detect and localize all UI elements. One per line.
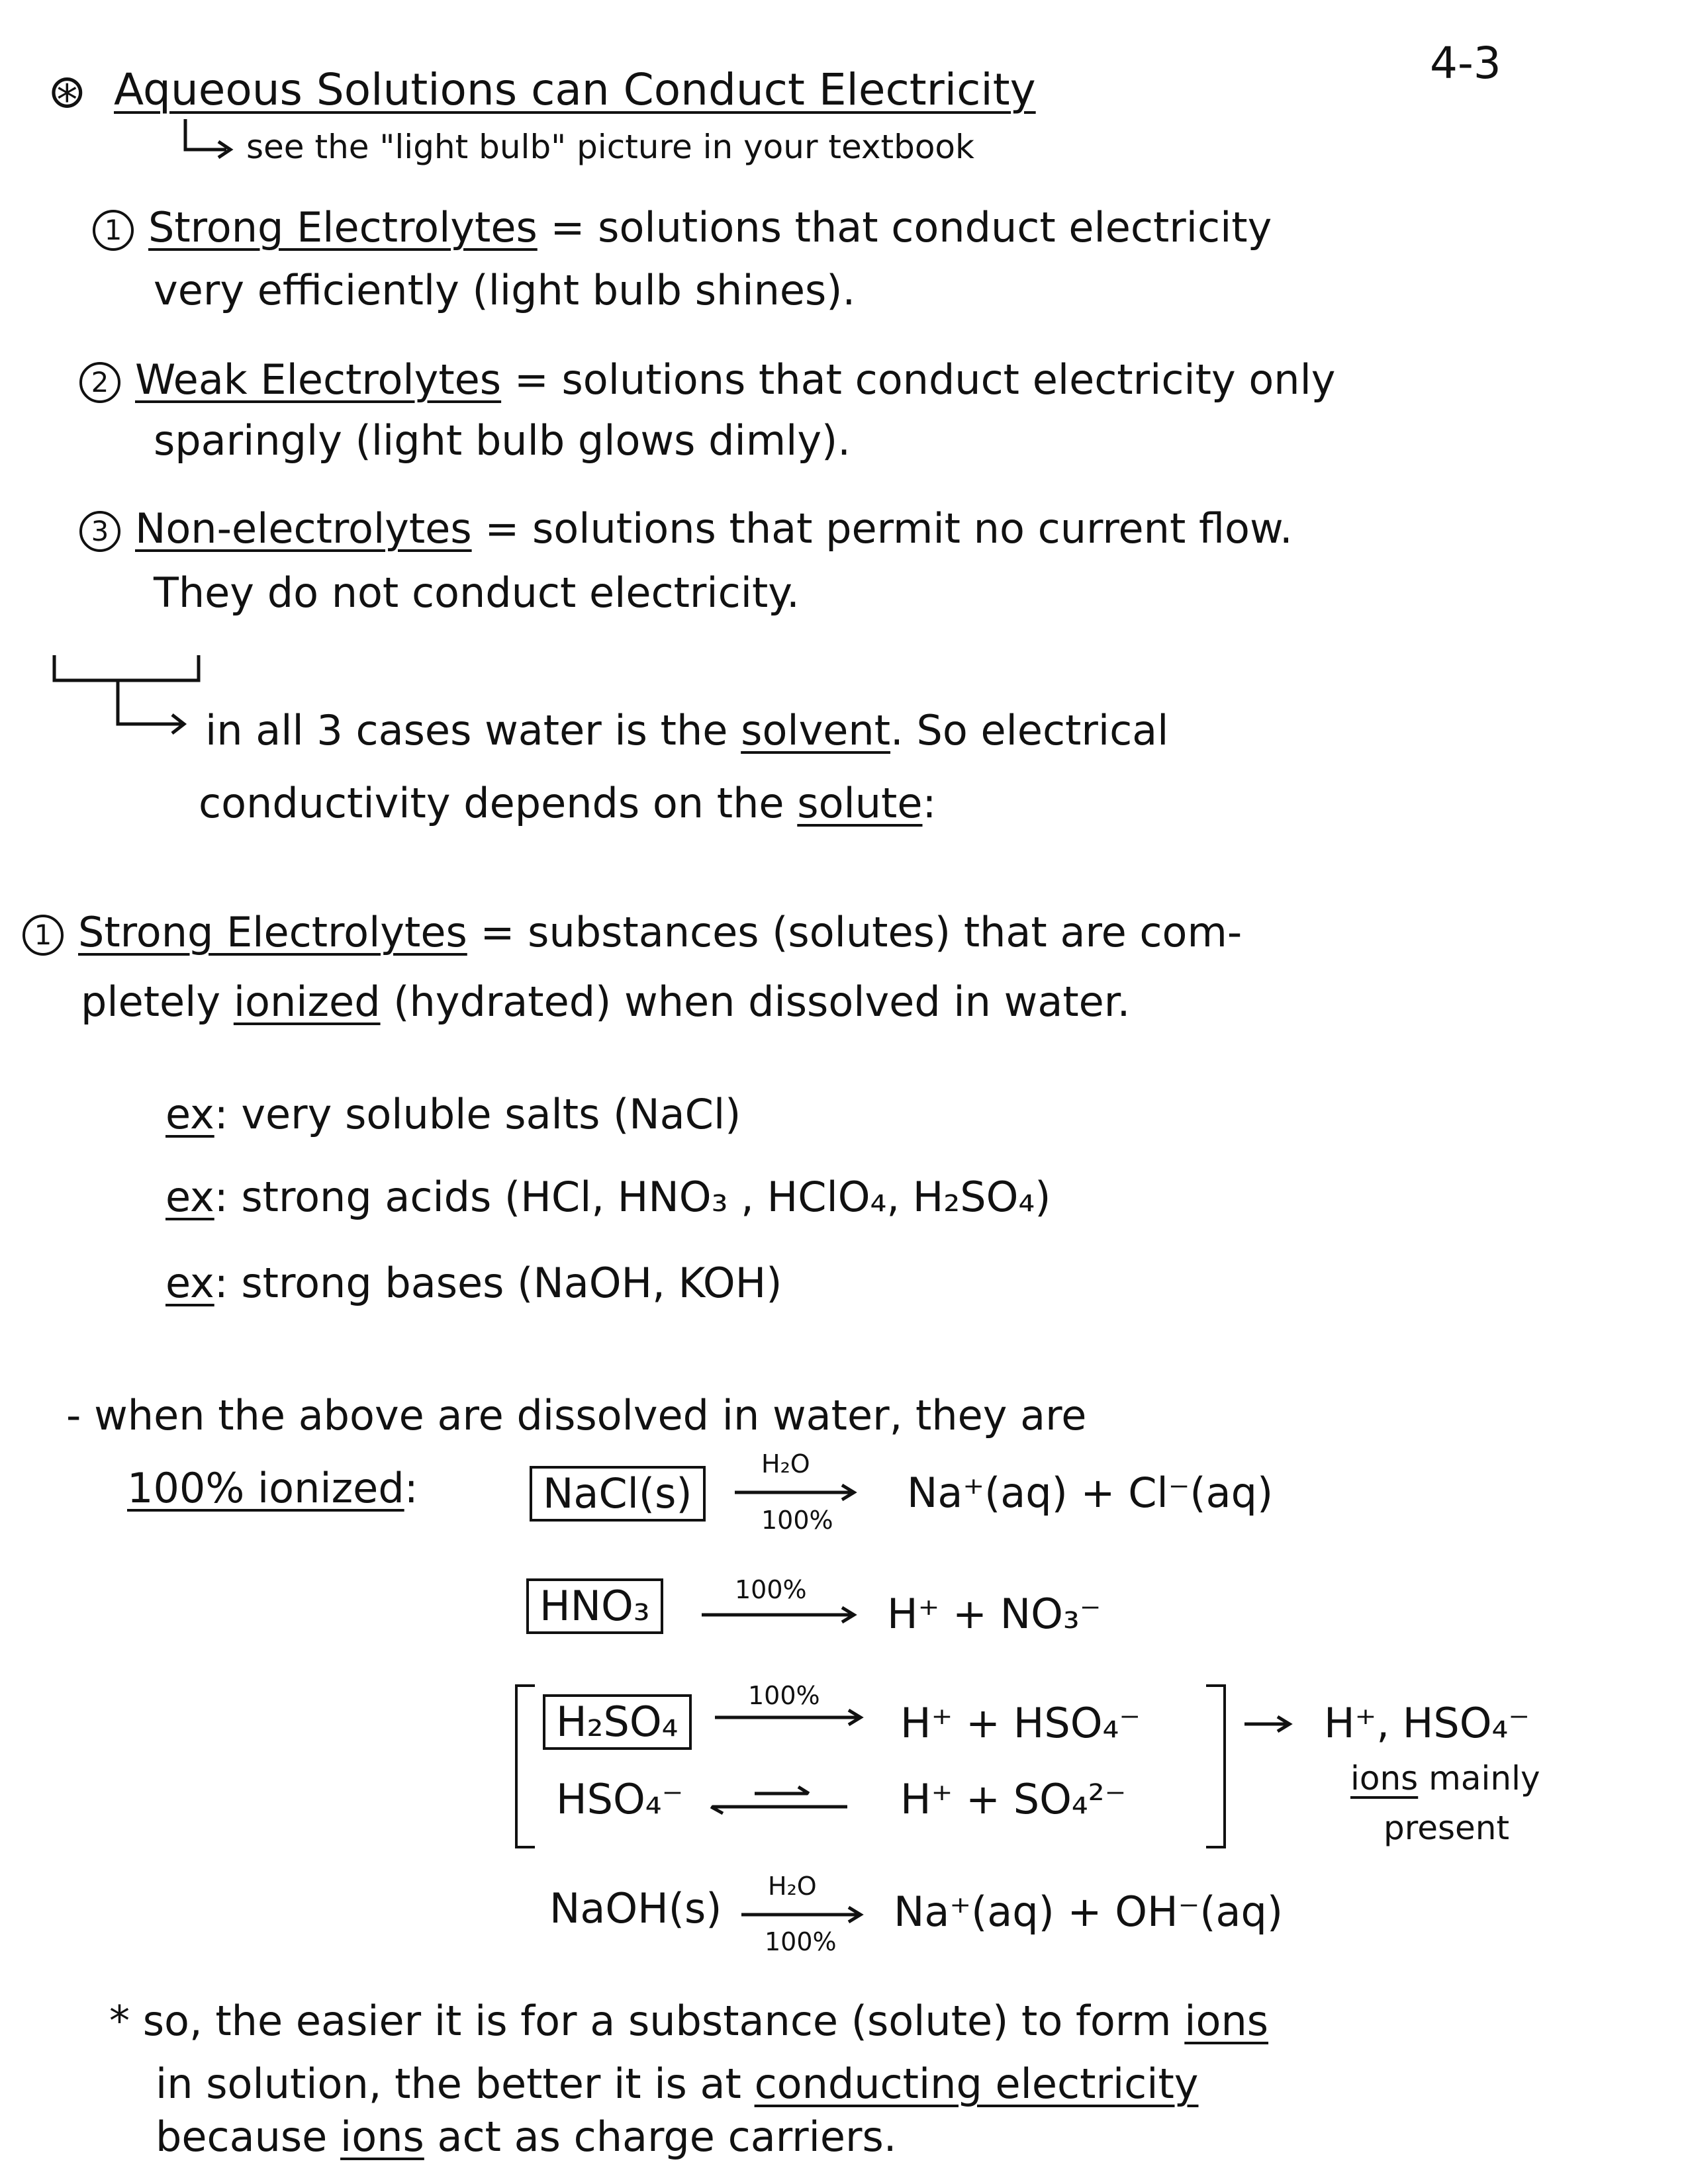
eq2-arrow-icon xyxy=(702,1605,861,1625)
ionized-label: 100% ionized xyxy=(127,1464,404,1512)
conclusion-line3-pre: because xyxy=(156,2113,328,2161)
number-circle-2: 2 xyxy=(79,362,120,403)
right-bracket xyxy=(1206,1684,1226,1848)
eq1-below: 100% xyxy=(761,1506,833,1535)
type-non-line2: They do not conduct electricity. xyxy=(154,569,800,617)
strong-section-definition: = substances (solutes) that are com- xyxy=(480,908,1243,956)
ions-term-2: ions xyxy=(340,2113,424,2161)
example-label: ex xyxy=(165,1259,214,1307)
number-circle-strong: 1 xyxy=(23,915,64,956)
page-number: 4-3 xyxy=(1430,38,1501,89)
eq2-products: H⁺ + NO₃⁻ xyxy=(887,1590,1102,1638)
heading-star-icon: ⊛ xyxy=(48,64,87,118)
result-mainly: mainly xyxy=(1429,1759,1540,1797)
eq1-above: H₂O xyxy=(761,1449,810,1479)
conclusion-line3 xyxy=(156,2115,896,2160)
example-text: : strong bases (NaOH, KOH) xyxy=(214,1259,782,1307)
solvent-note-line2-post: : xyxy=(922,779,937,827)
strong-section-line1 xyxy=(23,910,1242,956)
eq4-equilibrium-arrow-icon xyxy=(708,1780,854,1820)
return-arrow-icon xyxy=(180,119,240,165)
solute-term: solute xyxy=(797,779,923,827)
eq3-above: 100% xyxy=(748,1681,820,1710)
example-bases xyxy=(165,1261,782,1306)
example-text: : strong acids (HCl, HNO₃ , HClO₄, H₂SO₄) xyxy=(214,1173,1051,1221)
definition-weak: = solutions that conduct electricity only xyxy=(514,355,1336,404)
solvent-note-line2-pre: conductivity depends on the xyxy=(199,779,784,827)
conclusion-line1-pre: * so, the easier it is for a substance (solute) to form xyxy=(109,1997,1172,2045)
term-non-electrolytes: Non-electrolytes xyxy=(135,504,472,553)
example-label: ex xyxy=(165,1173,214,1221)
eq1-products: Na⁺(aq) + Cl⁻(aq) xyxy=(907,1469,1274,1517)
ionized-term: ionized xyxy=(233,978,381,1026)
type-weak-line2: sparingly (light bulb glows dimly). xyxy=(154,416,851,465)
result-ions-word: ions xyxy=(1350,1759,1419,1797)
page-title: Aqueous Solutions can Conduct Electricity xyxy=(114,64,1036,115)
definition-non: = solutions that permit no current flow. xyxy=(485,504,1293,553)
conclusion-line1 xyxy=(109,1999,1268,2044)
eq2-reactant: HNO₃ xyxy=(526,1578,663,1634)
strong-section-line2-pre: pletely xyxy=(81,978,221,1026)
type-non-line1 xyxy=(79,506,1293,552)
ionization-intro: - when the above are dissolved in water, they are xyxy=(66,1391,1087,1439)
term-strong-electrolytes: Strong Electrolytes xyxy=(148,203,538,251)
number-circle-1: 1 xyxy=(93,210,134,251)
eq5-above: H₂O xyxy=(768,1872,817,1901)
eq4-products: H⁺ + SO₄²⁻ xyxy=(900,1775,1127,1823)
eq1-reactant: NaCl(s) xyxy=(530,1466,706,1522)
ions-term-1: ions xyxy=(1184,1997,1269,2045)
eq5-below: 100% xyxy=(765,1927,837,1956)
example-salts xyxy=(165,1092,741,1137)
type-strong-line1 xyxy=(93,205,1272,251)
result-present: present xyxy=(1383,1809,1510,1847)
solvent-note-pre: in all 3 cases water is the xyxy=(205,706,728,754)
type-strong-line2: very efficiently (light bulb shines). xyxy=(154,266,856,314)
example-label: ex xyxy=(165,1090,214,1138)
conducting-electricity-term: conducting electricity xyxy=(754,2060,1199,2108)
number-circle-3: 3 xyxy=(79,511,120,552)
solvent-note-post: . So electrical xyxy=(890,706,1169,754)
solvent-term: solvent xyxy=(741,706,891,754)
result-mainly-line xyxy=(1350,1760,1540,1797)
eq3-reactant: H₂SO₄ xyxy=(543,1694,692,1750)
eq5-reactant: NaOH(s) xyxy=(549,1884,722,1933)
eq3-products: H⁺ + HSO₄⁻ xyxy=(900,1699,1141,1747)
eq1-arrow-icon xyxy=(735,1482,861,1502)
eq2-above: 100% xyxy=(735,1575,807,1604)
eq3-arrow-icon xyxy=(715,1707,867,1727)
term-weak-electrolytes: Weak Electrolytes xyxy=(135,355,502,404)
result-arrow-icon xyxy=(1244,1714,1297,1734)
example-acids xyxy=(165,1175,1051,1220)
left-bracket xyxy=(515,1684,535,1848)
eq4-reactant: HSO₄⁻ xyxy=(556,1775,684,1823)
result-ions: H⁺, HSO₄⁻ xyxy=(1324,1699,1530,1747)
ionized-label-line xyxy=(127,1466,418,1511)
strong-section-term: Strong Electrolytes xyxy=(78,908,467,956)
heading-note: see the "light bulb" picture in your textbook xyxy=(246,128,974,166)
type-weak-line1 xyxy=(79,357,1336,403)
conclusion-line2-pre: in solution, the better it is at xyxy=(156,2060,741,2108)
ionized-label-colon: : xyxy=(404,1464,418,1512)
solvent-note-line2 xyxy=(199,781,936,826)
cases-bracket-arrow-icon xyxy=(52,655,204,748)
conclusion-line3-post: act as charge carriers. xyxy=(437,2113,897,2161)
solvent-note-line1 xyxy=(205,708,1168,753)
conclusion-line2 xyxy=(156,2062,1198,2107)
example-text: : very soluble salts (NaCl) xyxy=(214,1090,741,1138)
eq5-products: Na⁺(aq) + OH⁻(aq) xyxy=(894,1888,1284,1936)
eq5-arrow-icon xyxy=(741,1905,867,1925)
strong-section-line2 xyxy=(81,979,1130,1024)
strong-section-line2-post: (hydrated) when dissolved in water. xyxy=(393,978,1131,1026)
definition-strong: = solutions that conduct electricity xyxy=(550,203,1272,251)
